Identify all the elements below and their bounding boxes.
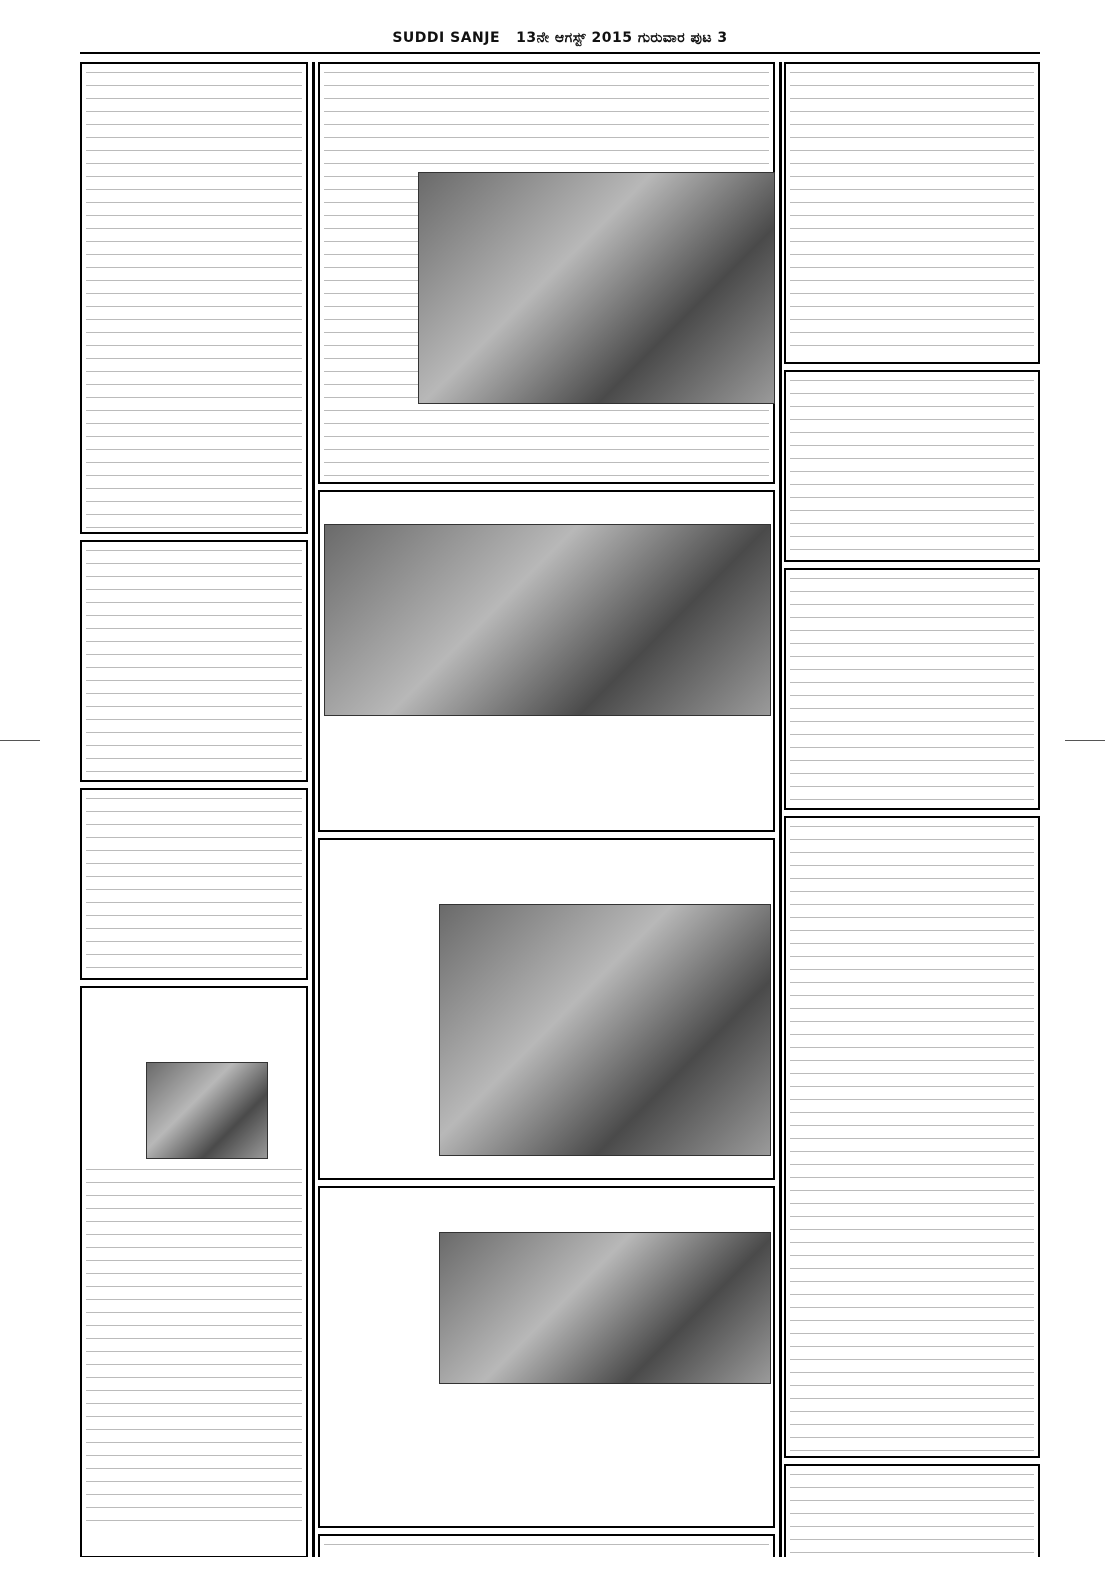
margin-mark-right — [1065, 740, 1105, 741]
article-body — [86, 794, 302, 974]
article-tigers — [80, 986, 308, 1557]
left-column — [80, 62, 308, 1557]
article-sea-notes — [784, 816, 1040, 1458]
article-drinking-water — [318, 1186, 775, 1528]
article-body — [324, 1540, 769, 1557]
article-sushma-swaraj — [784, 568, 1040, 810]
date-line: 13ನೇ ಆಗಸ್ಟ್ 2015 ಗುರುವಾರ ಪುಟ 3 — [516, 30, 728, 46]
center-column — [318, 62, 775, 1557]
article-body — [86, 68, 302, 528]
article-body — [790, 376, 1034, 556]
article-ashwin — [80, 62, 308, 534]
article-gamblers-arrest — [318, 1534, 775, 1557]
column-rule-right — [779, 62, 782, 1557]
article-astrology-classes — [784, 1464, 1040, 1557]
article-body — [86, 1165, 302, 1525]
article-body — [790, 1470, 1034, 1557]
article-sensex — [784, 370, 1040, 562]
drinking-water-photo — [439, 1232, 771, 1384]
tiger-photo — [146, 1062, 268, 1159]
masthead-rule — [80, 52, 1040, 54]
article-body — [790, 574, 1034, 804]
paper-name: SUDDI SANJE — [392, 30, 501, 46]
article-prakash-rai — [318, 838, 775, 1180]
article-students-law — [318, 490, 775, 832]
article-lalit-modi — [80, 540, 308, 782]
right-column — [784, 62, 1040, 1557]
birthday-photo — [418, 172, 775, 404]
masthead — [80, 30, 1040, 54]
article-higher-education — [80, 788, 308, 980]
article-cm-birthday — [318, 62, 775, 484]
article-body — [790, 68, 1034, 358]
article-body — [790, 822, 1034, 1452]
article-body — [86, 546, 302, 776]
article-yasin-malik — [784, 62, 1040, 364]
prakash-rai-photo — [439, 904, 771, 1156]
students-law-photo — [324, 524, 771, 716]
column-rule-left — [312, 62, 315, 1557]
margin-mark-left — [0, 740, 40, 741]
